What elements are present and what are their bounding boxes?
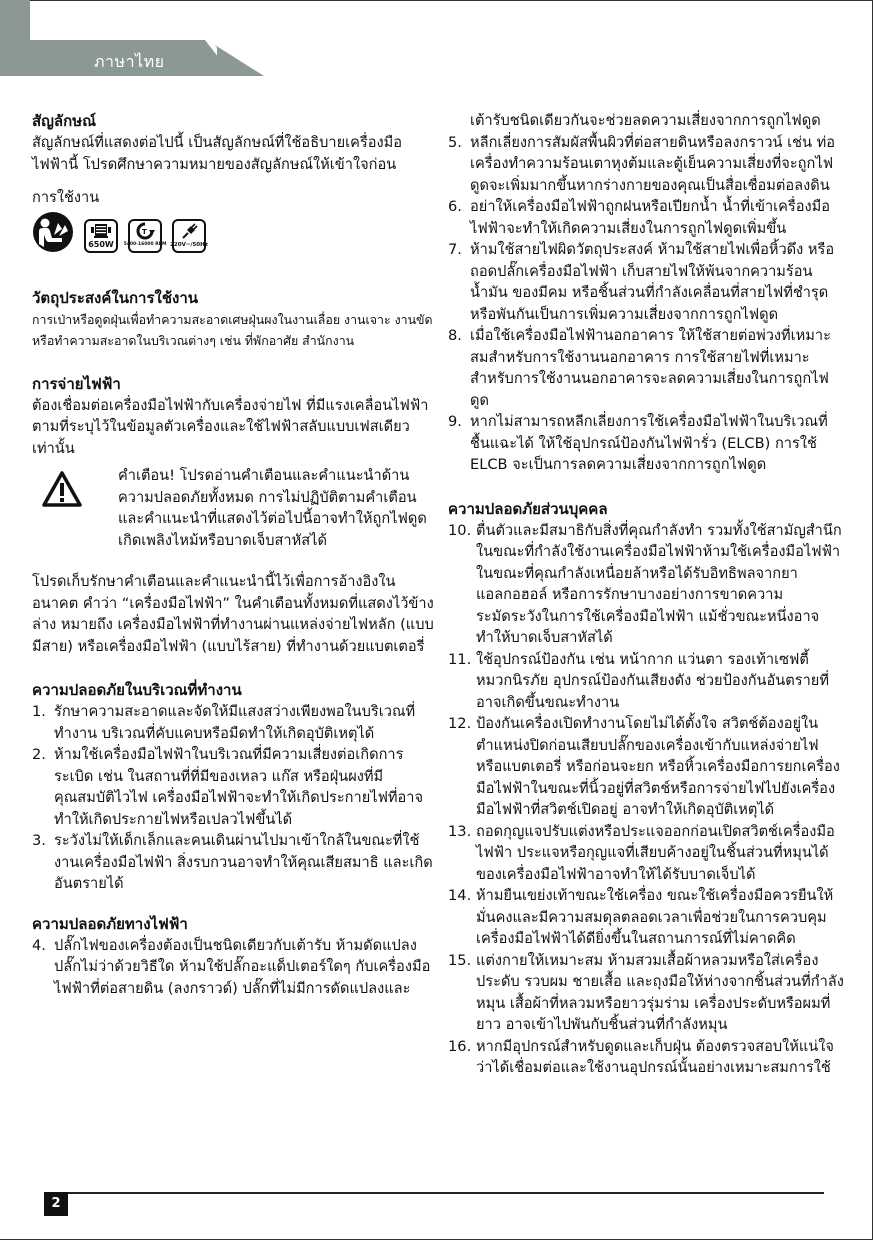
list-item [32, 935, 436, 1000]
item-number: 13. [448, 822, 472, 840]
list-item [448, 411, 844, 476]
item-text: ถอดกุญแจปรับแต่งหรือประแจออกก่อนเปิดสวิตช์เครื่องมือไฟฟ้า ประแจหรือกุญแจที่เสียบค้างอยู่ในชิ้นส่วนที่หมุนได้ของเครื่องมือไฟฟ้าอาจทำให้ได้รับบาดเจ็บได้ [476, 822, 835, 883]
list-item [448, 713, 844, 821]
item-text: รักษาความสะอาดและจัดให้มีแสงสว่างเพียงพอในบริเวณที่ทำงาน บริเวณที่คับแคบหรือมืดทำให้เกิดอุบัติเหตุได้ [54, 703, 416, 742]
plug-icon [172, 219, 206, 253]
work-area-heading: ความปลอดภัยในบริเวณที่ทำงาน [32, 681, 242, 699]
list-item [448, 325, 844, 411]
item-text: หลีกเลี่ยงการสัมผัสพื้นผิวที่ต่อสายดินหรือลงกราวน์ เช่น ท่อ เครื่องทำความร้อนเตาหุงต้มและตู้เย็นความเสี่ยงที่จะถูกไฟดูดจะเพิ่มมากขึ้นหากร่างกายของคุณเป็นสื่อเชื่อมต่อลงดิน [470, 133, 836, 194]
left-column [32, 110, 436, 999]
symbols-heading: สัญลักษณ์ [32, 112, 97, 130]
item-text: ห้ามใช้สายไฟผิดวัตถุประสงค์ ห้ามใช้สายไฟเพื่อหิ้วดึง หรือถอดปลั๊กเครื่องมือไฟฟ้า เก็บสายไฟให้พ้นจากความร้อน น้ำมัน ของมีคม หรือชิ้นส่วนที่กำลังเคลื่อนที่สายไฟที่ชำรุดหรือพันกันเป็นการเพิ่มความเสี่ยงจากการถูกไฟดูด [470, 241, 835, 323]
symbol-icons [32, 211, 436, 253]
item-text: ปลั๊กไฟของเครื่องต้องเป็นชนิดเดียวกับเต้ารับ ห้ามดัดแปลงปลั๊กไม่ว่าด้วยวิธีใด ห้ามใช้ปลั๊กอะแด็ปเตอร์ใดๆ กับเครื่องมือไฟฟ้าที่ต่อสายดิน (ลงกราวด์) ปลั๊กที่ไม่มีการดัดแปลงและ [54, 936, 431, 997]
svg-text:T: T [142, 227, 147, 236]
item-number: 8. [448, 327, 462, 344]
electrical-section [32, 913, 436, 1000]
motor-icon [84, 219, 118, 253]
item-number: 15. [448, 951, 472, 969]
personal-list [448, 520, 844, 1079]
item-number: 3. [32, 832, 46, 849]
usage-label: การใช้งาน [32, 189, 100, 206]
rpm-icon [123, 219, 167, 253]
list-item [448, 520, 844, 649]
item-text: อย่าให้เครื่องมือไฟฟ้าถูกฝนหรือเปียกน้ำ น้ำที่เข้าเครื่องมือไฟฟ้าจะทำให้เกิดความเสี่ยงในการถูกไฟดูดเพิ่มขึ้น [470, 198, 831, 237]
read-manual-icon [32, 211, 74, 253]
item-number: 2. [32, 746, 46, 763]
voltage-rating: 220V~/50Hz [170, 241, 208, 248]
item-text: หากไม่สามารถหลีกเลี่ยงการใช้เครื่องมือไฟฟ้าในบริเวณที่ชื้นแฉะได้ ให้ใช้อุปกรณ์ป้องกันไฟฟ้ารั่ว (ELCB) การใช้ ELCB จะเป็นการลดความเสี่ยงจากการถูกไฟดูด [470, 413, 828, 473]
list-item [448, 239, 844, 325]
item-number: 7. [448, 241, 462, 258]
work-area-section [32, 679, 436, 895]
item-number: 5. [448, 133, 462, 151]
item-number: 11. [448, 650, 472, 668]
list-item [448, 821, 844, 886]
keep-body: โปรดเก็บรักษาคำเตือนและคำแนะนำนี้ไว้เพื่อการอ้างอิงในอนาคต คำว่า “เครื่องมือไฟฟ้า” ในคำเตือนทั้งหมดที่แสดงไว้ข้างล่าง หมายถึง เครื่องมือไฟฟ้าที่ทำงานผ่านแหล่งจ่ายไฟหลัก (แบบมีสาย) หรือเครื่องมือไฟฟ้า (แบบไร้สาย) ที่ทำงานด้วยแบตเตอรี่ [32, 573, 434, 655]
work-area-list [32, 701, 436, 895]
purpose-heading: วัตถุประสงค์ในการใช้งาน [32, 288, 199, 307]
power-body: ต้องเชื่อมต่อเครื่องมือไฟฟ้ากับเครื่องจ่ายไฟ ที่มีแรงเคลื่อนไฟฟ้าตามที่ระบุไว้ในข้อมูลตัวเครื่องและใช้ไฟฟ้าสลับแบบเฟสเดียวเท่านั้น [32, 396, 429, 457]
list-item [448, 885, 844, 950]
item-number: 10. [448, 521, 472, 539]
plug-glyph-icon [179, 222, 199, 240]
item-text: ป้องกันเครื่องเปิดทำงานโดยไม่ได้ตั้งใจ สวิตช์ต้องอยู่ในตำแหน่งปิดก่อนเสียบปลั๊กของเครื่องเข้ากับแหล่งจ่ายไฟหรือแบตเตอรี่ หรือก่อนจะยก หรือหิ้วเครื่องมือการยกเครื่องมือไฟฟ้าในขณะที่นิ้วอยู่ที่สวิตช์หรือการจ่ายไฟไปยังเครื่องมือไฟฟ้าที่สวิตช์เปิดอยู่ อาจทำให้เกิดอุบัติเหตุได้ [476, 715, 840, 818]
personal-section [448, 498, 844, 1079]
symbols-body: สัญลักษณ์ที่แสดงต่อไปนี้ เป็นสัญลักษณ์ที่ใช้อธิบายเครื่องมือไฟฟ้านี้ โปรดศึกษาความหมายของสัญลักษณ์ให้เข้าใจก่อน [32, 134, 402, 173]
item-text: ใช้อุปกรณ์ป้องกัน เช่น หน้ากาก แว่นตา รองเท้าเซฟตี้ หมวกนิรภัย อุปกรณ์ป้องกันเสียงดัง ช่วยป้องกันอันตรายที่อาจเกิดขึ้นขณะทำงาน [476, 650, 829, 711]
item-text: ตื่นตัวและมีสมาธิกับสิ่งที่คุณกำลังทำ รวมทั้งใช้สามัญสำนึกในขณะที่กำลังใช้งานเครื่องมือไฟฟ้าห้ามใช้เครื่องมือไฟฟ้าในขณะที่คุณกำลังเหนื่อยล้าหรือได้รับอิทธิพลจากยา แอลกอฮอล์ หรือการรักษาบางอย่างการขาดความระมัดระวังในการใช้เครื่องมือไฟฟ้า แม้ชั่วขณะหนึ่งอาจทำให้บาดเจ็บสาหัสได้ [476, 521, 842, 646]
list-item [32, 701, 436, 744]
list-item [448, 1036, 844, 1079]
rotation-glyph-icon [135, 222, 155, 240]
electrical-heading: ความปลอดภัยทางไฟฟ้า [32, 914, 188, 933]
right-column [448, 110, 844, 1079]
list-item [448, 132, 844, 197]
power-section [32, 373, 436, 460]
motor-glyph-icon [90, 223, 112, 239]
list-item [448, 649, 844, 714]
electrical-list [32, 935, 436, 1000]
item-text: ระวังไม่ให้เด็กเล็กและคนเดินผ่านไปมาเข้าใกล้ในขณะที่ใช้งานเครื่องมือไฟฟ้า สิ่งรบกวนอาจทำให้คุณเสียสมาธิ และเกิดอันตรายได้ [54, 832, 433, 892]
rpm-range: 5400-16000 RPM [123, 241, 167, 247]
power-rating: 650W [88, 239, 114, 249]
power-heading: การจ่ายไฟฟ้า [32, 374, 121, 393]
item-number: 1. [32, 703, 46, 720]
item-number: 14. [448, 887, 472, 904]
warning-icon-wrap [32, 465, 98, 551]
item-number: 16. [448, 1037, 472, 1055]
item-text: หากมีอุปกรณ์สำหรับดูดและเก็บฝุ่น ต้องตรวจสอบให้แน่ใจว่าได้เชื่อมต่อและใช้งานอุปกรณ์นั้นอย่างเหมาะสมการใช้ [476, 1037, 834, 1076]
item-number: 9. [448, 413, 462, 430]
item4-continuation: เต้ารับชนิดเดียวกันจะช่วยลดความเสี่ยงจากการถูกไฟดูด [470, 112, 821, 129]
item-text: ห้ามยืนเขย่งเท้าขณะใช้เครื่อง ขณะใช้เครื่องมือควรยืนให้มั่นคงและมีความสมดุลตลอดเวลาเพื่อช่วยในการควบคุมเครื่องมือไฟฟ้าได้ดียิ่งขึ้นในสถานการณ์ที่ไม่คาดคิด [476, 887, 834, 947]
symbols-section [32, 110, 436, 253]
language-title: ภาษาไทย [94, 52, 165, 71]
item-text: ห้ามใช้เครื่องมือไฟฟ้าในบริเวณที่มีความเสี่ยงต่อเกิดการระเบิด เช่น ในสถานที่ที่มีของเหลว แก๊ส หรือฝุ่นผงที่มีคุณสมบัติไวไฟ เครื่องมือไฟฟ้าจะทำให้เกิดประกายไฟที่อาจทำให้เกิดประกายไฟหรือเปลวไฟขึ้นได้ [54, 746, 424, 828]
item-number: 12. [448, 715, 472, 732]
item-text: แต่งกายให้เหมาะสม ห้ามสวมเสื้อผ้าหลวมหรือใส่เครื่องประดับ รวบผม ชายเสื้อ และถุงมือให้ห่างจากชิ้นส่วนที่กำลังหมุน เสื้อผ้าที่หลวมหรือยาวรุ่มร่าม เครื่องประดับหรือผมที่ยาว อาจเข้าไปพันกับชิ้นส่วนที่กำลังหมุน [476, 951, 844, 1033]
list-item [32, 744, 436, 830]
item-number: 6. [448, 198, 462, 215]
list-item [448, 196, 844, 239]
personal-heading: ความปลอดภัยส่วนบุคคล [448, 499, 608, 518]
warning-box [32, 465, 436, 551]
electrical-list-continued [448, 132, 844, 476]
page-number: 2 [44, 1192, 68, 1216]
keep-section [32, 571, 436, 657]
item-number: 4. [32, 936, 46, 954]
purpose-section [32, 287, 436, 351]
list-item [32, 830, 436, 895]
list-item [448, 950, 844, 1036]
item-text: เมื่อใช้เครื่องมือไฟฟ้านอกอาคาร ให้ใช้สายต่อพ่วงที่เหมาะสมสำหรับการใช้งานนอกอาคาร การใช้สายไฟที่เหมาะสำหรับการใช้งานนอกอาคารจะลดความเสี่ยงในการถูกไฟดูด [470, 327, 831, 409]
purpose-body: การเป่าหรือดูดฝุ่นเพื่อทำความสะอาดเศษฝุ่นผงในงานเลื่อย งานเจาะ งานขัด หรือทำความสะอาดในบริเวณต่างๆ เช่น ที่พักอาศัย สำนักงาน [32, 311, 433, 348]
warning-triangle-icon [42, 471, 82, 507]
warning-text: คำเตือน! โปรดอ่านคำเตือนและคำแนะนำด้านความปลอดภัยทั้งหมด การไม่ปฏิบัติตามคำเตือนและคำแนะนำที่แสดงไว้ต่อไปนี้อาจทำให้ถูกไฟดูดเกิดเพลิงไหม้หรือบาดเจ็บสาหัสได้ [118, 467, 427, 549]
footer-rule [44, 1192, 824, 1194]
